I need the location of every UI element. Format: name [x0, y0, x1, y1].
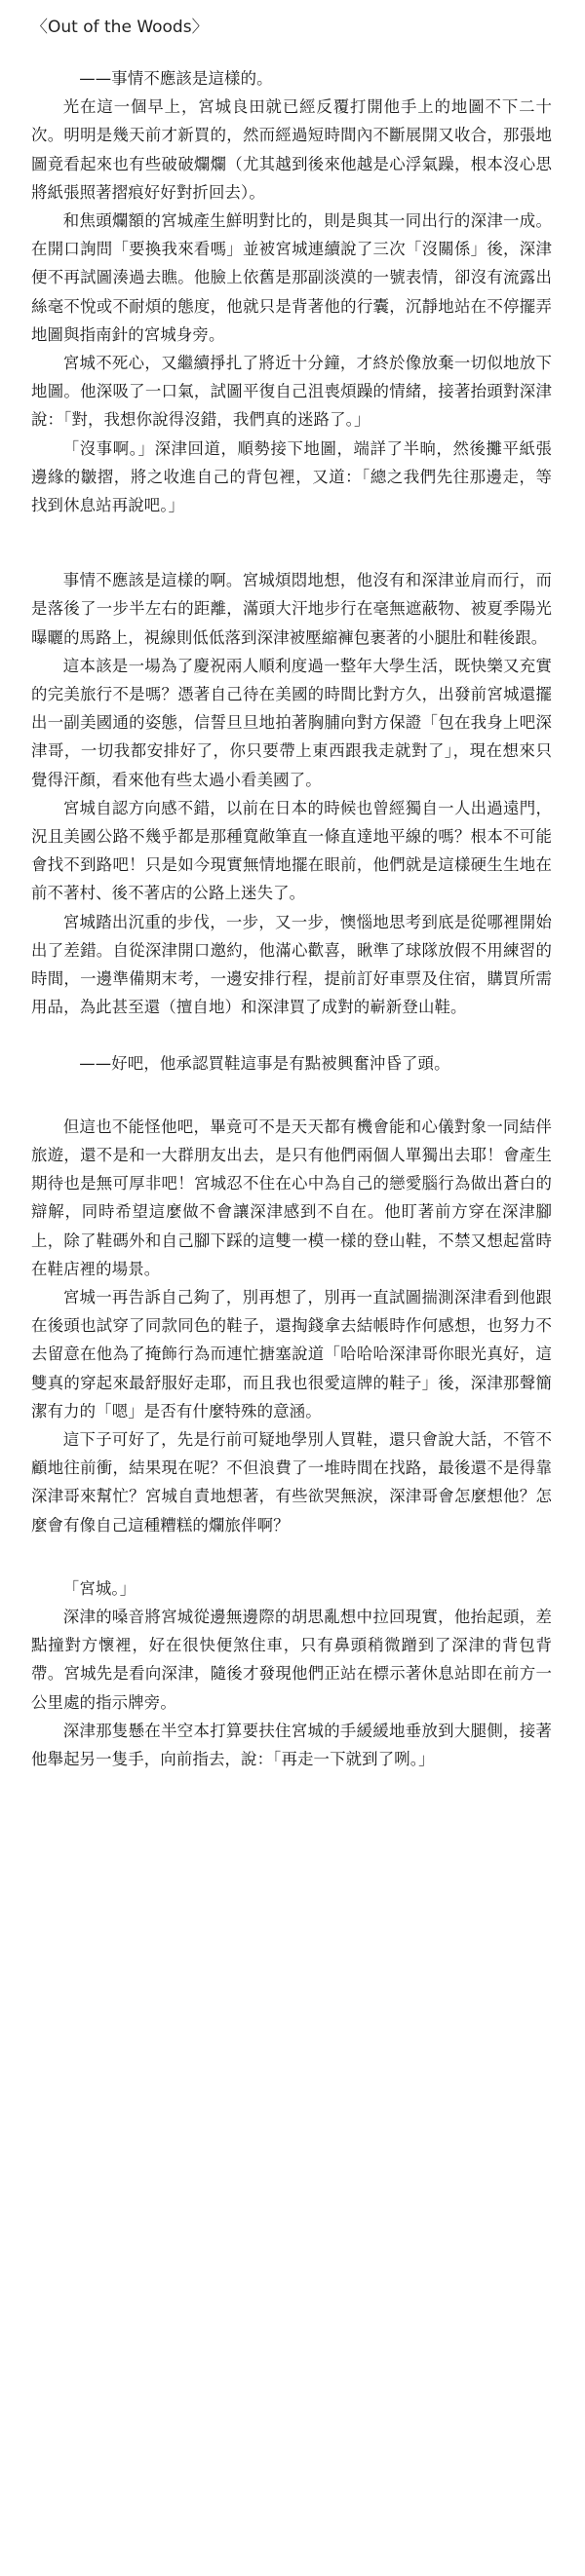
- paragraph: 這下子可好了，先是行前可疑地學別人買鞋，還只會說大話，不管不顧地往前衝，結果現在呢？不但浪費了一堆時間在找路，最後還不是得靠深津哥來幫忙？宮城自責地想著，有些欲哭無淚，深津哥會怎麼想他？怎麼會有像自己這種糟糕的爛旅伴啊？: [31, 1429, 552, 1534]
- section-break: [31, 1539, 552, 1574]
- paragraph: 宮城踏出沉重的步伐，一步，又一步，懊惱地思考到底是從哪裡開始出了差錯。自從深津開口邀約，他滿心歡喜，瞅準了球隊放假不用練習的時間，一邊準備期末考，一邊安排行程，提前訂好車票及住宿，購買所需用品，為此甚至還（擅自地）和深津買了成對的嶄新登山鞋。: [31, 912, 552, 1017]
- paragraph: 深津的嗓音將宮城從邊無邊際的胡思亂想中拉回現實，他抬起頭，差點撞對方懷裡，好在很快便煞住車，只有鼻頭稍微蹭到了深津的背包背帶。宮城先是看向深津，隨後才發現他們正站在標示著休息站即在前方一公里處的指示牌旁。: [31, 1607, 552, 1712]
- paragraph: 這本該是一場為了慶祝兩人順利度過一整年大學生活，既快樂又充實的完美旅行不是嗎？憑著自己待在美國的時間比對方久，出發前宮城還擺出一副美國通的姿態，信誓旦旦地拍著胸脯向對方保證「包在我身上吧深津哥，一切我都安排好了，你只要帶上東西跟我走就對了」，現在想來只覺得汗顏，看來他有些太過小看美國了。: [31, 656, 552, 789]
- paragraph: 「沒事啊。」深津回道，順勢接下地圖，端詳了半晌，然後攤平紙張邊緣的皺摺，將之收進自己的背包裡，又道：「總之我們先往那邊走，等找到休息站再說吧。」: [31, 438, 552, 515]
- paragraph: 光在這一個早上，宮城良田就已經反覆打開他手上的地圖不下二十次。明明是幾天前才新買的，然而經過短時間內不斷展開又收合，那張地圖竟看起來也有些破破爛爛（尤其越到後來他越是心浮氣躁，根本沒心思將紙張照著摺痕好好對折回去）。: [31, 97, 552, 202]
- paragraph: ——好吧，他承認買鞋這事是有點被興奮沖昏了頭。: [79, 1053, 450, 1073]
- paragraph: 宮城自認方向感不錯，以前在日本的時候也曾經獨自一人出過遠門，況且美國公路不幾乎都是那種寬敞筆直一條直達地平線的嗎？根本不可能會找不到路吧！只是如今現實無情地擺在眼前，他們就是這樣硬生生地在前不著村、後不著店的公路上迷失了。: [31, 798, 552, 903]
- section-break: [31, 519, 552, 566]
- section-break: [31, 1078, 552, 1113]
- paragraph: ——事情不應該是這樣的。: [79, 69, 273, 88]
- paragraph: 深津那隻懸在半空本打算要扶住宮城的手緩緩地垂放到大腿側，接著他舉起另一隻手，向前指去，說：「再走一下就到了咧。」: [31, 1721, 552, 1768]
- paragraph: 但這也不能怪他吧，畢竟可不是天天都有機會能和心儀對象一同結伴旅遊，還不是和一大群朋友出去，是只有他們兩個人單獨出去耶！會產生期待也是無可厚非吧！宮城忍不住在心中為自己的戀愛腦行為做出蒼白的辯解，同時希望這麼做不會讓深津感到不自在。他盯著前方穿在深津腳上，除了鞋碼外和自己腳下踩的這雙一模一樣的登山鞋，不禁又想起當時在鞋店裡的場景。: [31, 1117, 552, 1278]
- document-header: 〈Out of the Woods〉: [31, 18, 209, 37]
- paragraph: 宮城不死心，又繼續掙扎了將近十分鐘，才終於像放棄一切似地放下地圖。他深吸了一口氣，試圖平復自己沮喪煩躁的情緒，接著抬頭對深津說：「對，我想你說得沒錯，我們真的迷路了。」: [31, 354, 552, 430]
- paragraph: 宮城一再告訴自己夠了，別再想了，別再一直試圖揣測深津看到他跟在後頭也試穿了同款同色的鞋子，還掏錢拿去結帳時作何感想，也努力不去留意在他為了掩飾行為而連忙搪塞說道「哈哈哈深津哥你眼光真好，這雙真的穿起來最舒服好走耶，而且我也很愛這牌的鞋子」後，深津那聲簡潔有力的「嗯」是否有什麼特殊的意涵。: [31, 1287, 552, 1421]
- paragraph: 事情不應該是這樣的啊。宮城煩悶地想，他沒有和深津並肩而行，而是落後了一步半左右的距離，滿頭大汗地步行在毫無遮蔽物、被夏季陽光曝曬的馬路上，視線則低低落到深津被壓縮褲包裹著的小腿肚和鞋後跟。: [31, 571, 552, 647]
- section-break: [31, 1022, 552, 1049]
- paragraph: 「宮城。」: [62, 1578, 136, 1598]
- paragraph: 和焦頭爛額的宮城產生鮮明對比的，則是與其一同出行的深津一成。在開口詢問「要換我來看嗎」並被宮城連續說了三次「沒關係」後，深津便不再試圖湊過去瞧。他臉上依舊是那副淡漠的一號表情，卻沒有流露出絲毫不悅或不耐煩的態度，他就只是背著他的行囊，沉靜地站在不停擺弄地圖與指南針的宮城身旁。: [31, 211, 552, 344]
